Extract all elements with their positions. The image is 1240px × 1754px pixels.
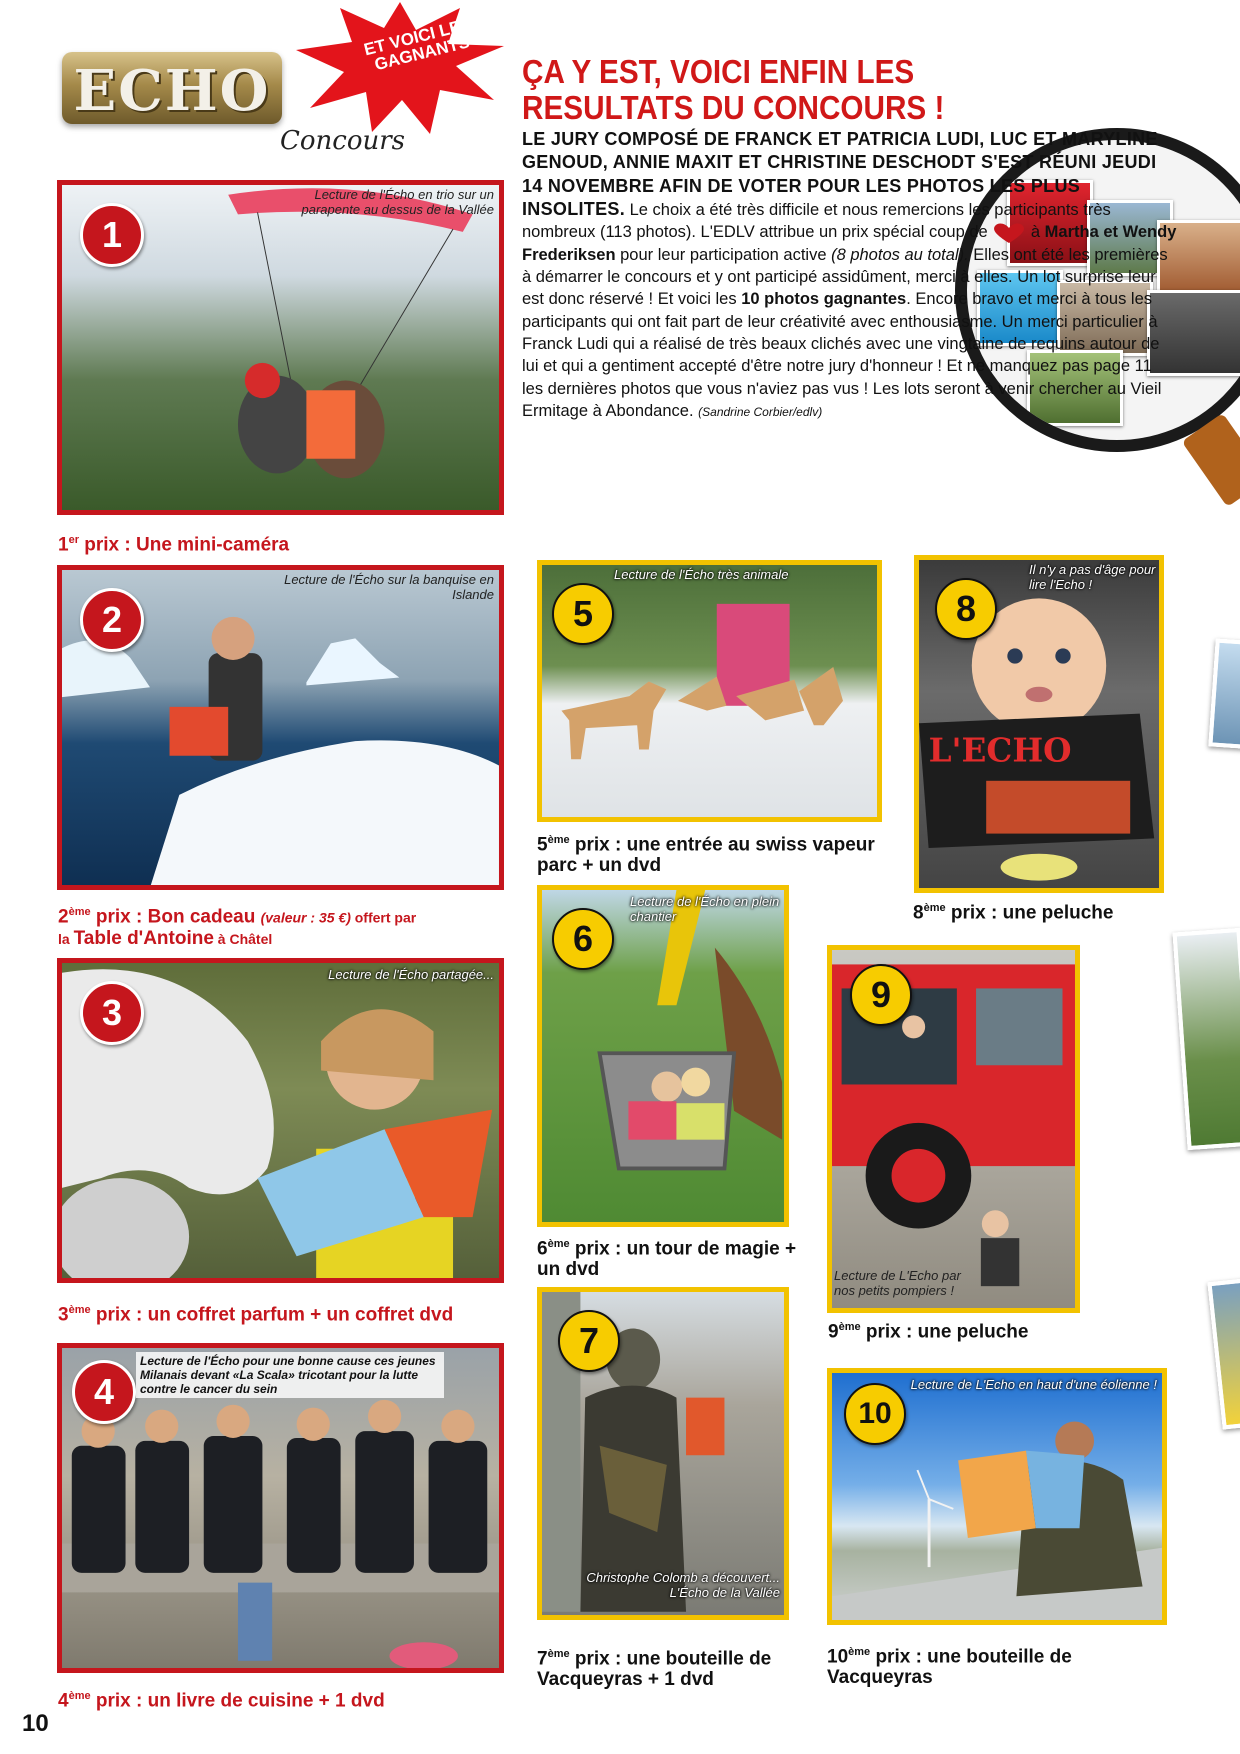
edge-photo-middle xyxy=(1172,928,1240,1150)
intro-part3: pour leur participation active xyxy=(615,245,832,264)
logo-text: ECHO xyxy=(73,58,271,124)
badge-6: 6 xyxy=(552,908,614,970)
prize-9 xyxy=(828,1317,1028,1342)
headline: ÇA Y EST, VOICI ENFIN LES RESULTATS DU CONCOURS ! xyxy=(522,53,945,126)
prize-8-sup: ème xyxy=(923,902,946,914)
prize-7 xyxy=(537,1644,797,1690)
logo-subtitle: Concours xyxy=(280,126,406,156)
intro-part1: Le choix a été très difficile et nous remercions les participants très nombreux (113 photos). L'EDLV attribue un prix spécial coup de xyxy=(522,200,1111,242)
badge-5: 5 xyxy=(552,583,614,645)
prize-10 xyxy=(827,1642,1167,1688)
prize-10-rank: 10 xyxy=(827,1646,849,1668)
prize-2 xyxy=(58,902,498,950)
svg-text:L'ECHO: L'ECHO xyxy=(928,730,1072,770)
prize-2-value: (valeur : 35 €) xyxy=(260,909,351,926)
photo-4-frame xyxy=(57,1343,504,1673)
photo-5-frame xyxy=(537,560,882,822)
badge-3: 3 xyxy=(80,981,144,1045)
badge-4: 4 xyxy=(72,1360,136,1424)
photo-4-caption: Lecture de l'Écho pour une bonne cause ces jeunes Milanais devant «La Scala» tricotant pour la lutte contre le cancer du sein xyxy=(136,1352,444,1398)
prize-9-rank: 9 xyxy=(828,1321,839,1343)
intro-paren: (8 photos au total). xyxy=(831,245,969,264)
badge-2: 2 xyxy=(80,588,144,652)
intro-lead: LE JURY COMPOSÉ DE FRANCK ET PATRICIA LUDI, LUC ET MARYLINE GENOUD, ANNIE MAXIT ET CHRISTINE DESCHODT S'EST RÉUNI JEUDI 14 NOVEMBRE AFIN DE VOTER POUR LES PHOTOS LES PLUS INSOLITES. xyxy=(522,129,1158,219)
prize-7-rank: 7 xyxy=(537,1648,548,1670)
prize-4 xyxy=(58,1686,385,1711)
prize-9-text: prix : une peluche xyxy=(860,1321,1029,1343)
intro-highlight: 10 photos gagnantes xyxy=(741,290,907,309)
photo-5-caption: Lecture de l'Écho très animale xyxy=(614,567,789,582)
badge-10: 10 xyxy=(844,1383,906,1445)
badge-7: 7 xyxy=(558,1310,620,1372)
prize-2-text2: offert par xyxy=(350,909,417,926)
heart-icon xyxy=(992,222,1026,244)
photo-10-frame xyxy=(827,1368,1167,1625)
prize-3-sup: ème xyxy=(68,1304,91,1316)
prize-5-rank: 5 xyxy=(537,834,548,856)
winners-names: Martha et Wendy Frederiksen xyxy=(522,223,1177,264)
badge-1: 1 xyxy=(80,203,144,267)
prize-1-sup: er xyxy=(68,534,79,546)
prize-5 xyxy=(537,830,887,876)
prize-10-text: prix : une bouteille de Vacqueyras xyxy=(827,1646,1072,1689)
prize-9-sup: ème xyxy=(838,1321,861,1333)
prize-5-text: prix : une entrée au swiss vapeur parc + un dvd xyxy=(537,834,875,877)
prize-4-rank: 4 xyxy=(58,1690,69,1712)
prize-6-sup: ème xyxy=(547,1238,570,1250)
prize-8-rank: 8 xyxy=(913,902,924,924)
photo-9-caption: Lecture de L'Echo par nos petits pompiers ! xyxy=(834,1268,961,1298)
prize-1-rank: 1 xyxy=(58,534,69,556)
photo-3-frame xyxy=(57,958,504,1283)
prize-4-text: prix : un livre de cuisine + 1 dvd xyxy=(90,1690,385,1712)
intro-text xyxy=(522,128,1177,423)
photo-10-caption: Lecture de L'Echo en haut d'une éolienne ! xyxy=(910,1377,1157,1392)
photo-2-frame xyxy=(57,565,504,890)
prize-6-rank: 6 xyxy=(537,1238,548,1260)
photo-6-frame xyxy=(537,885,789,1227)
prize-3-rank: 3 xyxy=(58,1304,69,1326)
prize-7-sup: ème xyxy=(547,1648,570,1660)
prize-6-text: prix : un tour de magie + un dvd xyxy=(537,1238,797,1281)
prize-2-text: prix : Bon cadeau xyxy=(90,906,261,928)
prize-10-sup: ème xyxy=(848,1646,871,1658)
starburst-text: ET VOICI LES GAGNANTS xyxy=(362,14,474,75)
echo-logo xyxy=(62,52,282,124)
photo-7-caption: Christophe Colomb a découvert... L'Écho de la Vallée xyxy=(586,1570,780,1600)
photo-8-frame xyxy=(914,555,1164,893)
photo-8-caption: Il n'y a pas d'âge pour lire l'Echo ! xyxy=(1029,562,1156,592)
prize-6 xyxy=(537,1234,797,1280)
badge-8: 8 xyxy=(935,578,997,640)
photo-1-caption: Lecture de l'Écho en trio sur un parapente au dessus de la Vallée xyxy=(301,187,494,217)
prize-2-city: à Châtel xyxy=(213,931,273,948)
photo-3-caption: Lecture de l'Écho partagée... xyxy=(328,967,494,982)
prize-2-venue: Table d'Antoine xyxy=(73,928,214,950)
photo-7-frame xyxy=(537,1287,789,1620)
photo-9-frame xyxy=(827,945,1080,1313)
badge-9: 9 xyxy=(850,964,912,1026)
prize-5-sup: ème xyxy=(547,834,570,846)
prize-7-text: prix : une bouteille de Vacqueyras + 1 dvd xyxy=(537,1648,772,1691)
page-number: 10 xyxy=(22,1710,49,1737)
prize-8-text: prix : une peluche xyxy=(945,902,1114,924)
prize-2-la: la xyxy=(58,931,74,948)
photo-1-frame xyxy=(57,180,504,515)
intro-part2: à xyxy=(1026,223,1045,242)
photo-6-caption: Lecture de l'Écho en plein chantier xyxy=(630,894,780,924)
edge-photo-bottom xyxy=(1207,1278,1240,1429)
intro-part4: Elles ont été les premières à démarrer le concours et y ont participé assidûment, merci à elles. Un lot surprise leur est donc réservé ! Et voici les xyxy=(522,245,1168,309)
photo-2-caption: Lecture de l'Écho sur la banquise en Islande xyxy=(284,572,494,602)
intro-part5: . Encore bravo et merci à tous les participants qui ont fait part de leur créativité avec enthousiasme. Un merci particulier à Franck Ludi qui a réalisé de très beaux clichés avec une vingtaine de requins autour de lui et qui a gentiment accepté d'être notre jury d'honneur ! Et ne manquez pas page 11 les dernières photos que vous n'aviez pas vus ! Les lots seront à venir chercher au Vieil Ermitage à Abondance. xyxy=(522,290,1162,420)
prize-4-sup: ème xyxy=(68,1690,91,1702)
prize-3-text: prix : un coffret parfum + un coffret dvd xyxy=(90,1304,454,1326)
prize-3 xyxy=(58,1300,453,1325)
prize-2-rank: 2 xyxy=(58,906,69,928)
edge-photo-top xyxy=(1208,638,1240,749)
prize-1 xyxy=(58,530,289,555)
prize-8 xyxy=(913,898,1113,923)
signature: (Sandrine Corbier/edlv) xyxy=(698,404,823,419)
prize-1-text: prix : Une mini-caméra xyxy=(78,534,290,556)
prize-2-sup: ème xyxy=(68,906,91,918)
